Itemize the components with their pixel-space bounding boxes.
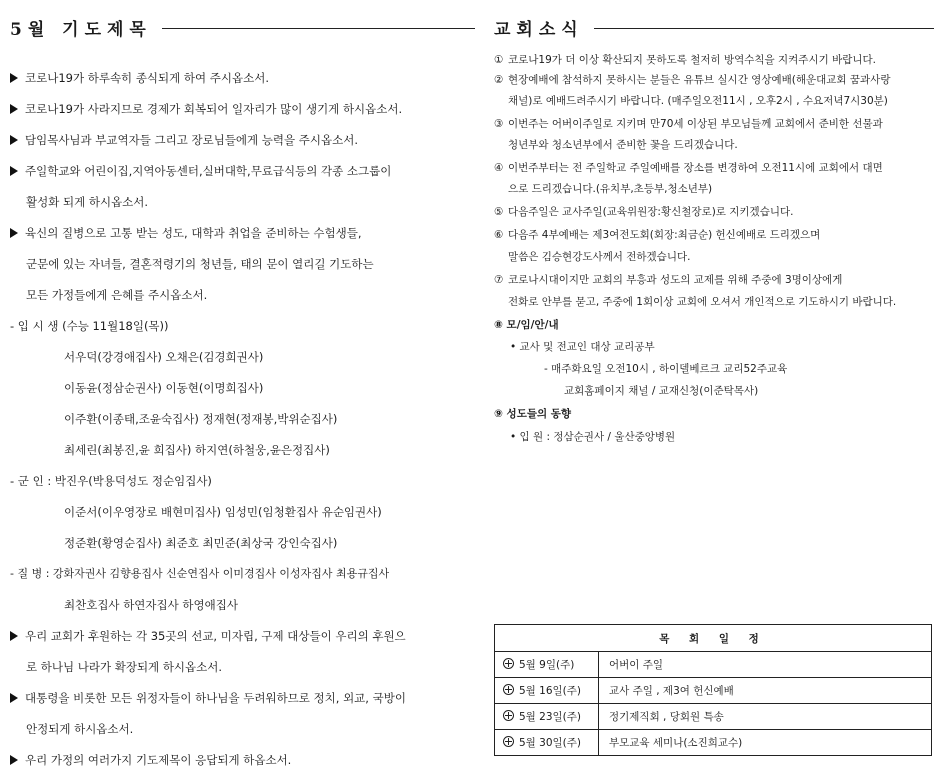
member-news-title: ⑨ 성도들의 동향 (494, 408, 572, 420)
table-row (495, 730, 932, 756)
prayer-item: 육신의 질병으로 고통 받는 성도, 대학과 취업을 준비하는 수험생들, (10, 225, 362, 241)
prayer-item: 우리 가정의 여러가지 기도제목이 응답되게 하옵소서. (10, 752, 291, 768)
prayer-item: 코로나19가 하루속히 종식되게 하여 주시옵소서. (10, 70, 269, 86)
news-line: ① 코로나19가 더 이상 확산되지 못하도록 철저히 방역수칙을 지켜주시기 바랍니다. (494, 54, 876, 66)
news-title-rule (594, 28, 934, 29)
prayer-heading (10, 14, 475, 40)
triangle-bullet-icon (10, 166, 18, 176)
schedule-date: 5월 23일(주) (495, 704, 599, 730)
church-cross-icon (503, 658, 514, 669)
illness-header: - 질 병 : 강화자권사 김향용집사 신순연집사 이미경집사 이성자집사 최용규집사 (10, 567, 390, 580)
prayer-item-cont: 로 하나님 나라가 확장되게 하시옵소서. (26, 660, 223, 674)
meeting-notice-title: ⑧ 모/임/안/내 (494, 319, 559, 331)
schedule-table (494, 624, 932, 756)
prayer-body (10, 40, 475, 771)
prayer-item-cont: 군문에 있는 자녀들, 결혼적령기의 청년들, 태의 문이 열리길 기도하는 (26, 257, 374, 271)
triangle-bullet-icon (10, 631, 18, 641)
prayer-title-rule (162, 28, 475, 29)
news-title: 교회소식 (494, 19, 584, 40)
news-line: ④ 이번주부터는 전 주일학교 주일예배를 장소를 변경하여 오전11시에 교회에서 대면 (494, 162, 883, 174)
schedule-event: 교사 주일 , 제3여 헌신예배 (599, 678, 932, 704)
news-line: ⑤ 다음주일은 교사주일(교육위원장:황신철장로)로 지키겠습니다. (494, 206, 794, 218)
triangle-bullet-icon (10, 228, 18, 238)
schedule-event: 부모교육 세미나(소진희교수) (599, 730, 932, 756)
news-line: 채널)로 예배드려주시기 바랍니다. (매주일오전11시 , 오후2시 , 수요저녁7시30분) (508, 95, 888, 107)
triangle-bullet-icon (10, 693, 18, 703)
schedule-date: 5월 16일(주) (495, 678, 599, 704)
prayer-item: 주일학교와 어린이집,지역아동센터,실버대학,무료급식등의 각종 소그룹이 (10, 163, 391, 179)
church-cross-icon (503, 736, 514, 747)
news-line: ② 현장예배에 참석하지 못하시는 분들은 유튜브 실시간 영상예배(해운대교회 꿈과사랑 (494, 74, 891, 86)
prayer-item-cont: 활성화 되게 하시옵소서. (26, 195, 149, 209)
prayer-item: 우리 교회가 후원하는 각 35곳의 선교, 미자립, 구제 대상들이 우리의 후원으 (10, 628, 406, 644)
exam-header: - 입 시 생 (수능 11월18일(목)) (10, 319, 169, 333)
schedule-header-row (495, 625, 932, 652)
schedule-event: 어버이 주일 (599, 652, 932, 678)
schedule-event: 정기제직회 , 당회원 특송 (599, 704, 932, 730)
schedule-title: 목 회 일 정 (495, 625, 932, 652)
military-line: 정준환(황영순집사) 최준호 최민준(최상국 강인숙집사) (64, 536, 338, 550)
military-line: 이준서(이우영장로 배현미집사) 임성민(임청환집사 유순임권사) (64, 505, 382, 519)
news-line: ⑦ 코로나시대이지만 교회의 부흥과 성도의 교제를 위해 주중에 3명이상에게 (494, 274, 843, 286)
military-header: - 군 인 : 박진우(박용덕성도 정순임집사) (10, 474, 212, 488)
table-row (495, 652, 932, 678)
news-line: 말씀은 김승현강도사께서 전하겠습니다. (508, 251, 691, 263)
news-line: ⑥ 다음주 4부예배는 제3여전도회(회장:최금순) 헌신예배로 드리겠으며 (494, 229, 821, 241)
prayer-section (10, 14, 475, 771)
prayer-title: 5월 기도제목 (10, 19, 152, 40)
church-cross-icon (503, 684, 514, 695)
news-body (494, 40, 934, 480)
exam-line: 최세린(최봉진,윤 희집사) 하지연(하철웅,윤은정집사) (64, 443, 330, 457)
prayer-item-cont: 모든 가정들에게 은혜를 주시옵소서. (26, 288, 208, 302)
member-news-item: • 입 원 : 정삼순권사 / 울산중앙병원 (510, 431, 676, 443)
table-row (495, 678, 932, 704)
exam-line: 이주환(이종태,조윤숙집사) 정재현(정재봉,박위순집사) (64, 412, 338, 426)
church-cross-icon (503, 710, 514, 721)
exam-line: 서우덕(강경애집사) 오채은(김경희권사) (64, 350, 264, 364)
news-line: 전화로 안부를 묻고, 주중에 1회이상 교회에 오셔서 개인적으로 기도하시기 바랍니다. (508, 296, 897, 308)
meeting-notice-item: 교회홈페이지 채널 / 교재신청(이준탁목사) (564, 385, 759, 397)
triangle-bullet-icon (10, 104, 18, 114)
exam-line: 이동윤(정삼순권사) 이동현(이명희집사) (64, 381, 264, 395)
illness-line: 최찬호집사 하연자집사 하영애집사 (64, 598, 238, 612)
schedule-date: 5월 9일(주) (495, 652, 599, 678)
news-section (494, 14, 934, 480)
news-line: 으로 드리겠습니다.(유치부,초등부,청소년부) (508, 183, 713, 195)
schedule-date: 5월 30일(주) (495, 730, 599, 756)
news-line: 청년부와 청소년부에서 준비한 꽃을 드리겠습니다. (508, 139, 738, 151)
meeting-notice-item: • 교사 및 전교인 대상 교리공부 (510, 341, 655, 353)
meeting-notice-item: - 매주화요일 오전10시 , 하이델베르크 교리52주교육 (544, 363, 788, 375)
prayer-item: 코로나19가 사라지므로 경제가 회복되어 일자리가 많이 생기게 하시옵소서. (10, 101, 402, 117)
prayer-item-cont: 안정되게 하시옵소서. (26, 722, 134, 736)
triangle-bullet-icon (10, 73, 18, 83)
table-row (495, 704, 932, 730)
news-heading (494, 14, 934, 40)
news-line: ③ 이번주는 어버이주일로 지키며 만70세 이상된 부모님들께 교회에서 준비한 선물과 (494, 118, 883, 130)
triangle-bullet-icon (10, 135, 18, 145)
prayer-item: 담임목사님과 부교역자들 그리고 장로님들에게 능력을 주시옵소서. (10, 132, 358, 148)
triangle-bullet-icon (10, 755, 18, 765)
prayer-item: 대통령을 비롯한 모든 위정자들이 하나님을 두려워하므로 정치, 외교, 국방이 (10, 690, 406, 706)
